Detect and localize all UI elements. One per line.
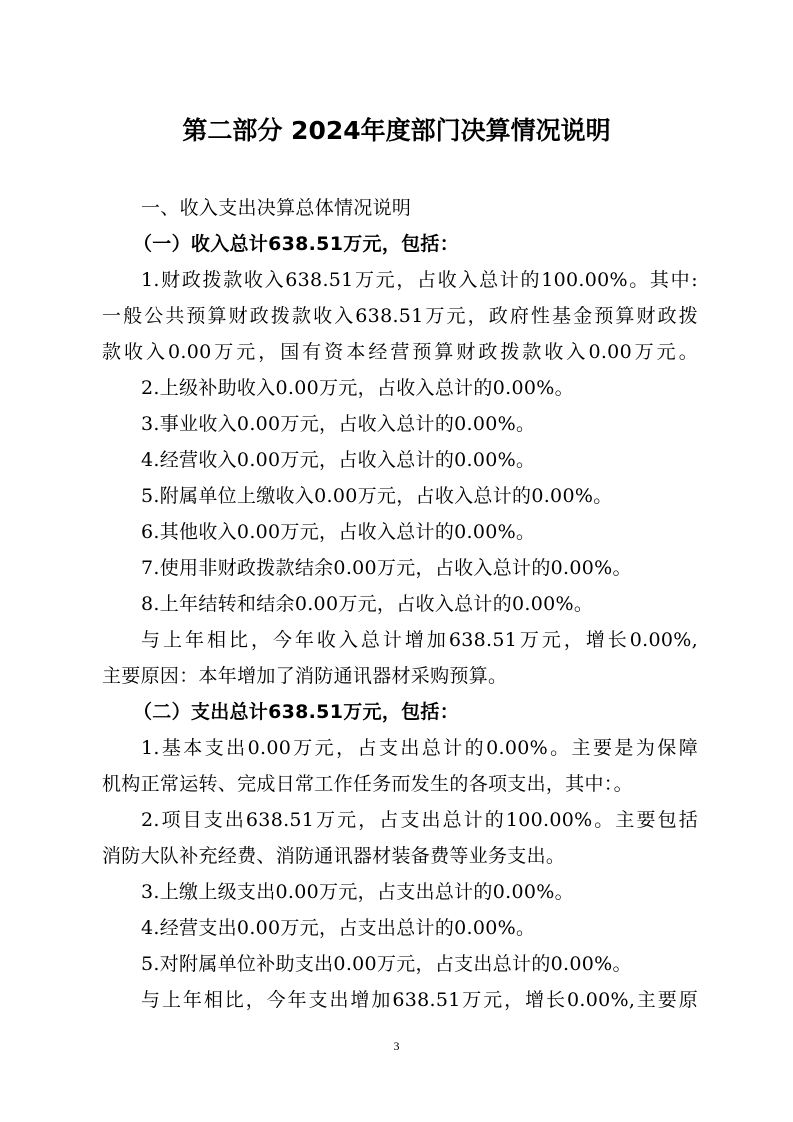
income-item-continued: 一般公共预算财政拨款收入638.51万元，政府性基金预算财政拨 [102, 305, 698, 327]
expense-item-continued: 机构正常运转、完成日常工作任务而发生的各项支出，其中：。 [102, 773, 633, 795]
income-item: 3.事业收入0.00万元，占收入总计的0.00%。 [141, 413, 536, 435]
expense-item: 1.基本支出0.00万元，占支出总计的0.00%。主要是为保障 [141, 737, 698, 759]
income-item: 6.其他收入0.00万元，占收入总计的0.00%。 [141, 521, 536, 543]
page-number: 3 [393, 1039, 400, 1053]
expense-item: 2.项目支出638.51万元，占支出总计的100.00%。主要包括 [141, 809, 698, 831]
expense-item: 5.对附属单位补助支出0.00万元，占支出总计的0.00%。 [141, 953, 632, 975]
income-item-continued: 款收入0.00万元，国有资本经营预算财政拨款收入0.00万元。 [102, 341, 698, 363]
income-item: 1.财政拨款收入638.51万元，占收入总计的100.00%。其中: [141, 269, 698, 291]
expense-item: 3.上缴上级支出0.00万元，占支出总计的0.00%。 [141, 881, 574, 903]
income-item: 2.上级补助收入0.00万元，占收入总计的0.00%。 [141, 377, 574, 399]
page-title: 第二部分 2024年度部门决算情况说明 [182, 116, 611, 145]
expense-item: 4.经营支出0.00万元，占支出总计的0.00%。 [141, 917, 536, 939]
expense-heading: （二）支出总计638.51万元，包括： [133, 701, 460, 723]
income-item: 7.使用非财政拨款结余0.00万元，占收入总计的0.00%。 [141, 557, 632, 579]
income-item: 5.附属单位上缴收入0.00万元，占收入总计的0.00%。 [141, 485, 613, 507]
income-comparison: 与上年相比，今年收入总计增加638.51万元，增长0.00%, [141, 629, 698, 651]
income-item: 4.经营收入0.00万元，占收入总计的0.00%。 [141, 449, 536, 471]
expense-comparison: 与上年相比，今年支出增加638.51万元，增长0.00%,主要原 [141, 989, 698, 1011]
expense-item-continued: 消防大队补充经费、消防通讯器材装备费等业务支出。 [102, 845, 566, 867]
income-heading: （一）收入总计638.51万元，包括： [133, 233, 460, 255]
income-reason: 主要原因：本年增加了消防通讯器材采购预算。 [102, 665, 508, 687]
section-heading: 一、收入支出决算总体情况说明 [141, 197, 412, 219]
income-item: 8.上年结转和结余0.00万元，占收入总计的0.00%。 [141, 593, 594, 615]
